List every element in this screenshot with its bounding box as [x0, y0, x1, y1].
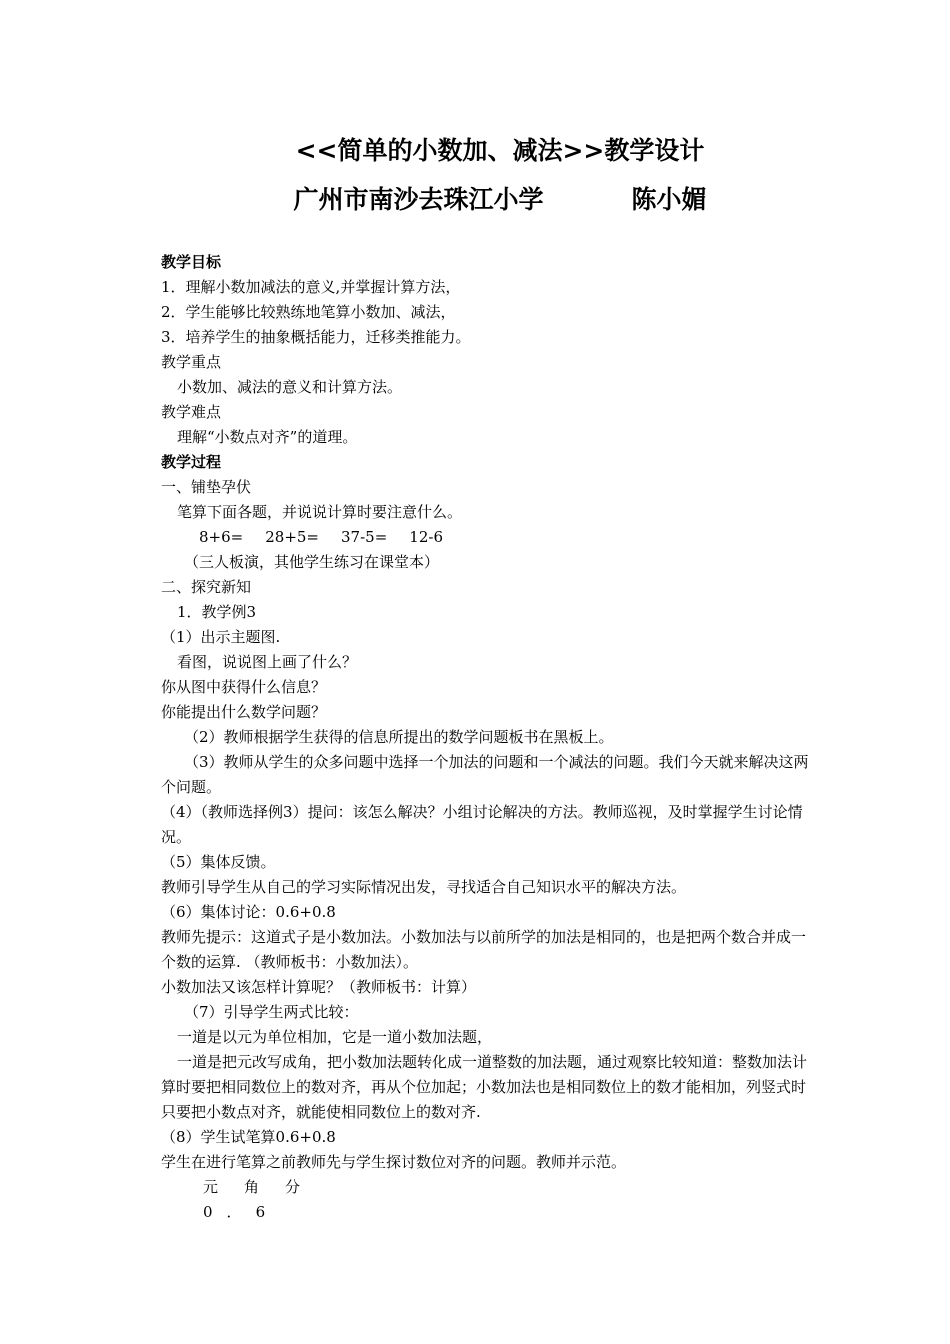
step-7: （7）引导学生两式比较：	[184, 1003, 359, 1021]
expression-list	[161, 525, 811, 550]
step-8-text: 学生在进行笔算之前教师先与学生探讨数位对齐的问题。教师并示范。	[161, 1153, 627, 1171]
step-5: （5）集体反馈。	[161, 853, 276, 871]
digit-row	[161, 1200, 811, 1225]
step-1: （1）出示主题图.	[161, 628, 281, 646]
goal-item: 3．培养学生的抽象概括能力，迁移类推能力。	[161, 328, 471, 346]
part1-text: 笔算下面各题，并说说计算时要注意什么。	[177, 503, 463, 521]
key-heading: 教学重点	[161, 353, 222, 371]
expression: 8+6=	[199, 528, 244, 546]
step-1-question: 看图，说说图上画了什么？	[177, 653, 358, 671]
key-text: 小数加、减法的意义和计算方法。	[177, 378, 403, 396]
unit-label: 分	[285, 1178, 301, 1196]
difficulty-text: 理解“小数点对齐”的道理。	[177, 428, 358, 446]
part1-note: （三人板演，其他学生练习在课堂本）	[184, 553, 440, 571]
expression: 28+5=	[265, 528, 320, 546]
step-7-b	[161, 1050, 811, 1125]
goals-heading: 教学目标	[161, 253, 222, 271]
school-name: 广州市南沙去珠江小学	[293, 185, 544, 214]
step-7-a: 一道是以元为单位相加，它是一道小数加法题，	[177, 1028, 493, 1046]
step-4: （4）（教师选择例3）提问：该怎么解决？小组讨论解决的方法。教师巡视，及时掌握学生讨论情况。	[161, 803, 803, 846]
expression: 37-5=	[341, 528, 388, 546]
step-7-b-text: 一道是把元改写成角，把小数加法题转化成一道整数的加法题，通过观察比较知道：整数加法计算时要把相同数位上的数对齐，再从个位加起；小数加法也是相同数位上的数才能相加，列竖式时只要把小数点对齐，就能使相同数位上的数对齐.	[161, 1053, 808, 1121]
example-heading: 1．教学例3	[177, 603, 257, 621]
difficulty-heading: 教学难点	[161, 403, 222, 421]
author-name: 陈小媚	[631, 185, 707, 214]
step-1-question: 你能提出什么数学问题？	[161, 703, 327, 721]
step-5-text: 教师引导学生从自己的学习实际情况出发，寻找适合自己知识水平的解决方法。	[161, 878, 687, 896]
step-6-text-2: 小数加法又该怎样计算呢？（教师板书：计算）	[161, 978, 477, 996]
goal-item: 2．学生能够比较熟练地笔算小数加、减法，	[161, 303, 456, 321]
unit-label: 元	[203, 1178, 219, 1196]
document-subtitle	[0, 183, 950, 217]
step-8: （8）学生试笔算0.6+0.8	[161, 1128, 336, 1146]
goal-item: 1．理解小数加减法的意义,并掌握计算方法，	[161, 278, 461, 296]
step-3	[161, 750, 811, 800]
part2-heading: 二、探究新知	[161, 578, 252, 596]
unit-header	[161, 1175, 811, 1200]
unit-label: 角	[244, 1178, 260, 1196]
digit: 0	[203, 1203, 213, 1221]
document-title: <<简单的小数加、减法>>教学设计	[295, 136, 705, 165]
digit: 6	[255, 1203, 266, 1221]
step-3-text: （3）教师从学生的众多问题中选择一个加法的问题和一个减法的问题。我们今天就来解决这两个问题。	[161, 753, 809, 796]
step-2: （2）教师根据学生获得的信息所提出的数学问题板书在黑板上。	[184, 728, 614, 746]
step-6-text: 教师先提示：这道式子是小数加法。小数加法与以前所学的加法是相同的，也是把两个数合并成一个数的运算. （教师板书：小数加法）。	[161, 928, 807, 971]
expression: 12-6	[409, 528, 443, 546]
process-heading: 教学过程	[161, 453, 222, 471]
document-body	[161, 250, 811, 1225]
step-6: （6）集体讨论：0.6+0.8	[161, 903, 336, 921]
digit: ．	[226, 1203, 242, 1221]
step-1-question: 你从图中获得什么信息？	[161, 678, 327, 696]
part1-heading: 一、铺垫孕伏	[161, 478, 252, 496]
